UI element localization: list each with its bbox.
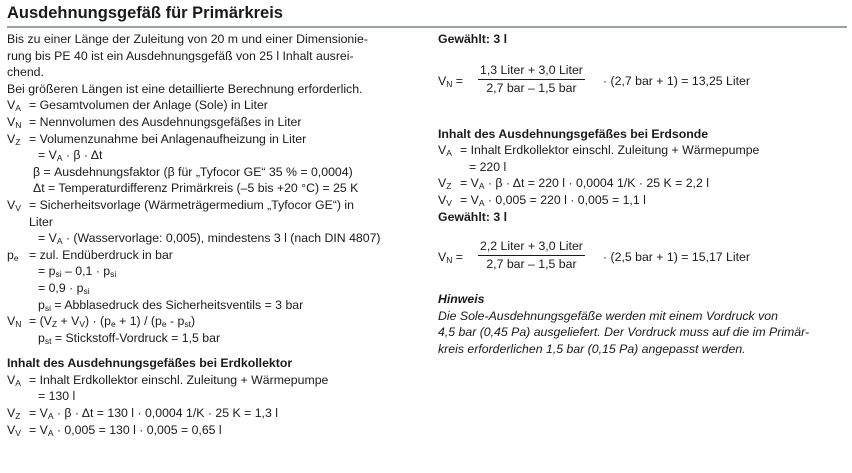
kollektor-vv: $V_V$ = $V_A \cdot 0,005 = 130$ l · 0,005 = 0,65 l <box>7 422 222 438</box>
kollektor-va: $V_A$ = Inhalt Erdkollektor einschl. Zuleitung + Wärmepumpe <box>7 372 329 388</box>
page-title: Ausdehnungsgefäß für Primärkreis <box>7 4 283 22</box>
fraction-numerator: 2,2 Liter + 3,0 Liter <box>478 238 585 256</box>
vz-formula: = $V_A \cdot \beta \cdot \Delta t$ <box>38 148 103 164</box>
hinweis-text: Die Sole-Ausdehnungsgefäße werden mit einem Vordruck von <box>438 308 778 323</box>
hinweis-text: 4,5 bar (0,45 Pa) ausgeliefert. Der Vordruck muss auf die im Primär- <box>438 325 810 340</box>
fraction <box>478 238 585 273</box>
def-pe: $p_e$ = zul. Endüberdruck in bar <box>7 247 173 263</box>
vn-calculation-erdkollektor: $V_N$ = 1,3 Liter + 3,0 Liter 2,7 bar – 1,5 bar · (2,7 bar + 1) = 13,25 Liter <box>438 62 750 95</box>
intro-line: rung bis PE 40 ist ein Ausdehnungsgefäß von 25 l Inhalt ausrei- <box>7 48 354 63</box>
vv-formula: = $V_A$ · (Wasservorlage: 0,005), mindestens 3 l (nach DIN 4807) <box>38 231 381 247</box>
fraction-result: · (2,5 bar + 1) = 15,17 Liter <box>603 250 750 265</box>
sonde-va-value: = 220 l <box>469 159 507 174</box>
fraction <box>478 62 585 97</box>
delta-t-def: Δt = Temperaturdifferenz Primärkreis (–5 bis +20 °C) = 25 K <box>33 181 359 196</box>
def-vn: $V_N$ = Nennvolumen des Ausdehnungsgefäßes in Liter <box>7 114 302 130</box>
right-column <box>438 31 848 358</box>
section-heading-erdsonde: Inhalt des Ausdehnungsgefäßes bei Erdsonde <box>438 126 709 141</box>
pst-def: $p_{st}$ = Stickstoff-Vordruck = 1,5 bar <box>38 330 221 346</box>
fraction-numerator: 1,3 Liter + 3,0 Liter <box>478 62 585 80</box>
vn-formula: $V_N$ = $(V_Z + V_V) \cdot (p_e + 1) / (p_e - p_{st})$ <box>7 314 196 330</box>
sonde-va: $V_A$ = Inhalt Erdkollektor einschl. Zuleitung + Wärmepumpe <box>438 143 760 159</box>
sonde-vv: $V_V$ = $V_A \cdot 0,005 = 220$ l · 0,005 = 1,1 l <box>438 192 646 208</box>
fraction-result: · (2,7 bar + 1) = 13,25 Liter <box>603 73 750 88</box>
fraction-denominator: 2,7 bar – 1,5 bar <box>486 257 577 272</box>
gewaehlt-erdsonde: Gewählt: 3 l <box>438 209 508 224</box>
hinweis-text: kreis erforderlichen 1,5 bar (0,15 Pa) angepasst werden. <box>438 341 746 356</box>
fraction-denominator: 2,7 bar – 1,5 bar <box>486 80 577 95</box>
def-vv-cont: Liter <box>29 214 53 229</box>
kollektor-vz: $V_Z$ = $V_A \cdot \beta \cdot \Delta t = 130$ l · 0,0004 1/K · 25 K = 1,3 l <box>7 406 278 422</box>
kollektor-va-value: = 130 l <box>38 389 76 404</box>
def-va: $V_A$ = Gesamtvolumen der Anlage (Sole) in Liter <box>7 98 268 114</box>
pe-formula-1: = $p_{si} - 0,1 \cdot p_{si}$ <box>38 264 117 280</box>
title-divider <box>7 26 847 28</box>
left-column <box>7 31 417 438</box>
pe-formula-2: = $0,9 \cdot p_{si}$ <box>38 280 90 296</box>
vn-calculation-erdsonde: $V_N$ = 2,2 Liter + 3,0 Liter 2,7 bar – 1,5 bar · (2,5 bar + 1) = 15,17 Liter <box>438 239 750 272</box>
def-vv: $V_V$ = Sicherheitsvorlage (Wärmeträgermedium „Tyfocor GE“) in <box>7 197 354 213</box>
gewaehlt-erdkollektor: Gewählt: 3 l <box>438 32 508 46</box>
intro-line: Bei größeren Längen ist eine detaillierte Berechnung erforderlich. <box>7 81 363 96</box>
section-heading-erdkollektor: Inhalt des Ausdehnungsgefäßes bei Erdkollektor <box>7 356 293 371</box>
psi-def: $p_{si}$ = Abblasedruck des Sicherheitsventils = 3 bar <box>38 297 304 313</box>
beta-def: β = Ausdehnungsfaktor (β für „Tyfocor GE“ 35 % = 0,0004) <box>33 164 353 179</box>
intro-line: chend. <box>7 65 44 80</box>
hinweis-heading: Hinweis <box>438 292 485 307</box>
intro-line: Bis zu einer Länge der Zuleitung von 20 m und einer Dimensionie- <box>7 32 368 46</box>
sonde-vz: $V_Z$ = $V_A \cdot \beta \cdot \Delta t = 220$ l · 0,0004 1/K · 25 K = 2,2 l <box>438 176 709 192</box>
def-vz: $V_Z$ = Volumenzunahme bei Anlagenaufheizung in Liter <box>7 131 307 147</box>
